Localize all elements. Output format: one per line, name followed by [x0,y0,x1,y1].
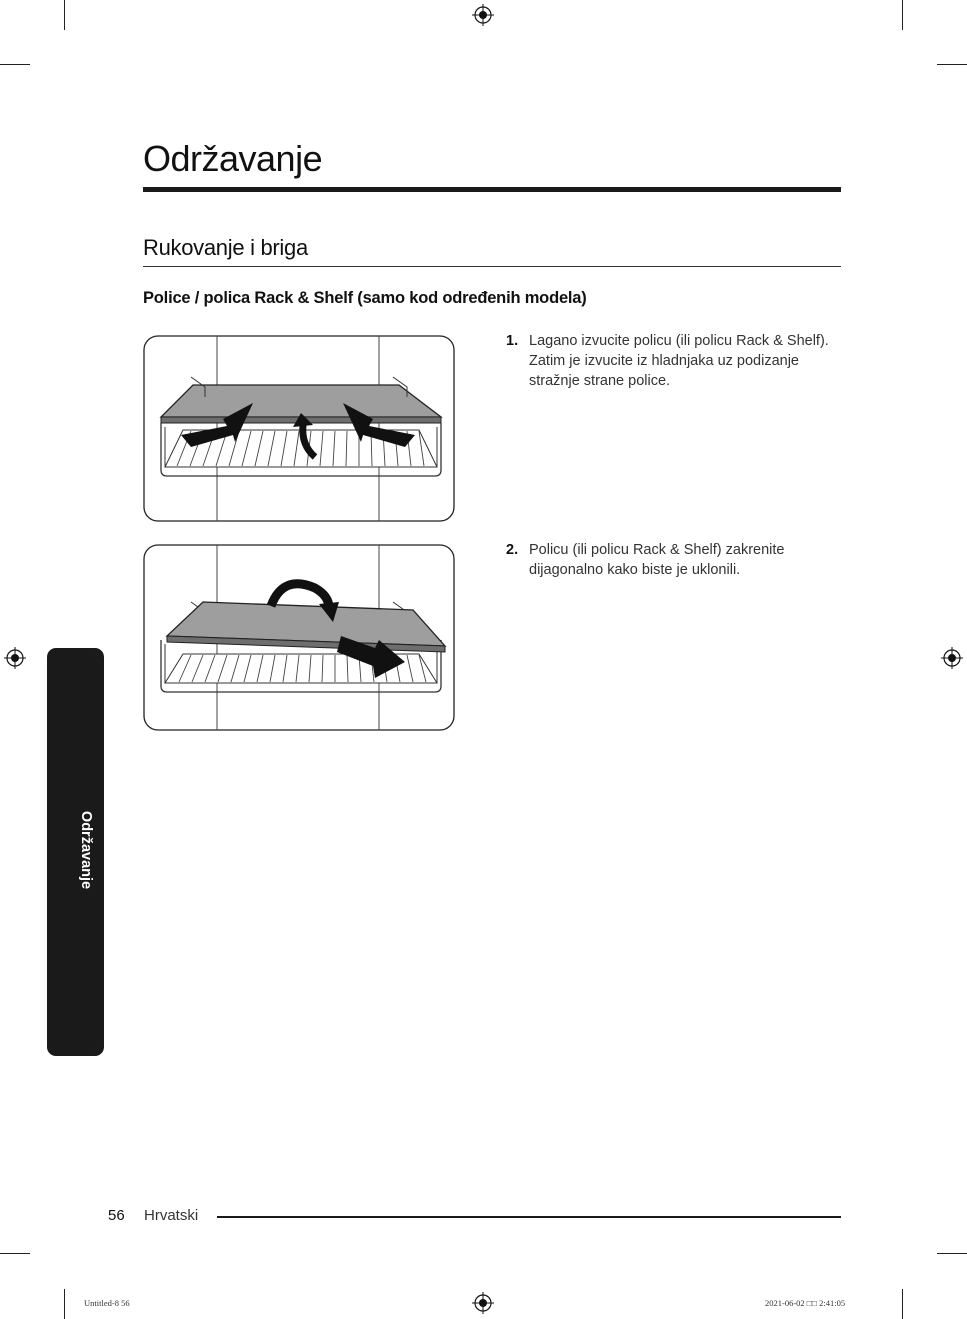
crop-mark [0,64,30,65]
footer-rule [217,1216,841,1218]
print-slug-right: 2021-06-02 □□ 2:41:05 [765,1298,846,1308]
step-text: Lagano izvucite policu (ili policu Rack & Shelf). Zatim je izvucite iz hladnjaka uz podizanje stražnje strane police. [529,333,829,389]
crop-mark [902,0,903,30]
step-text: Policu (ili policu Rack & Shelf) zakrenite dijagonalno kako biste je uklonili. [529,542,785,578]
crop-mark [937,1253,967,1254]
crop-mark [0,1253,30,1254]
crop-mark [902,1289,903,1319]
subsection-title: Police / polica Rack & Shelf (samo kod određenih modela) [143,289,587,307]
step-number: 1. [506,333,519,349]
shelf-pull-out-illustration [143,335,455,522]
side-tab-label: Održavanje [78,810,94,890]
print-slug-left: Untitled-8 56 [84,1298,130,1308]
chapter-title: Održavanje [143,138,323,179]
instruction-step [506,540,846,580]
instruction-step [506,331,846,391]
registration-mark-icon [472,4,494,26]
registration-mark-icon [4,647,26,669]
page-number: 56 [108,1207,125,1224]
chapter-rule [143,187,841,192]
crop-mark [937,64,967,65]
crop-mark [64,1289,65,1319]
page-language: Hrvatski [144,1207,199,1224]
registration-mark-icon [941,647,963,669]
chapter-side-tab [47,648,104,1056]
section-title: Rukovanje i briga [143,235,308,260]
shelf-rotate-illustration [143,544,455,731]
crop-mark [64,0,65,30]
step-number: 2. [506,542,519,558]
section-rule [143,266,841,267]
registration-mark-icon [472,1292,494,1314]
